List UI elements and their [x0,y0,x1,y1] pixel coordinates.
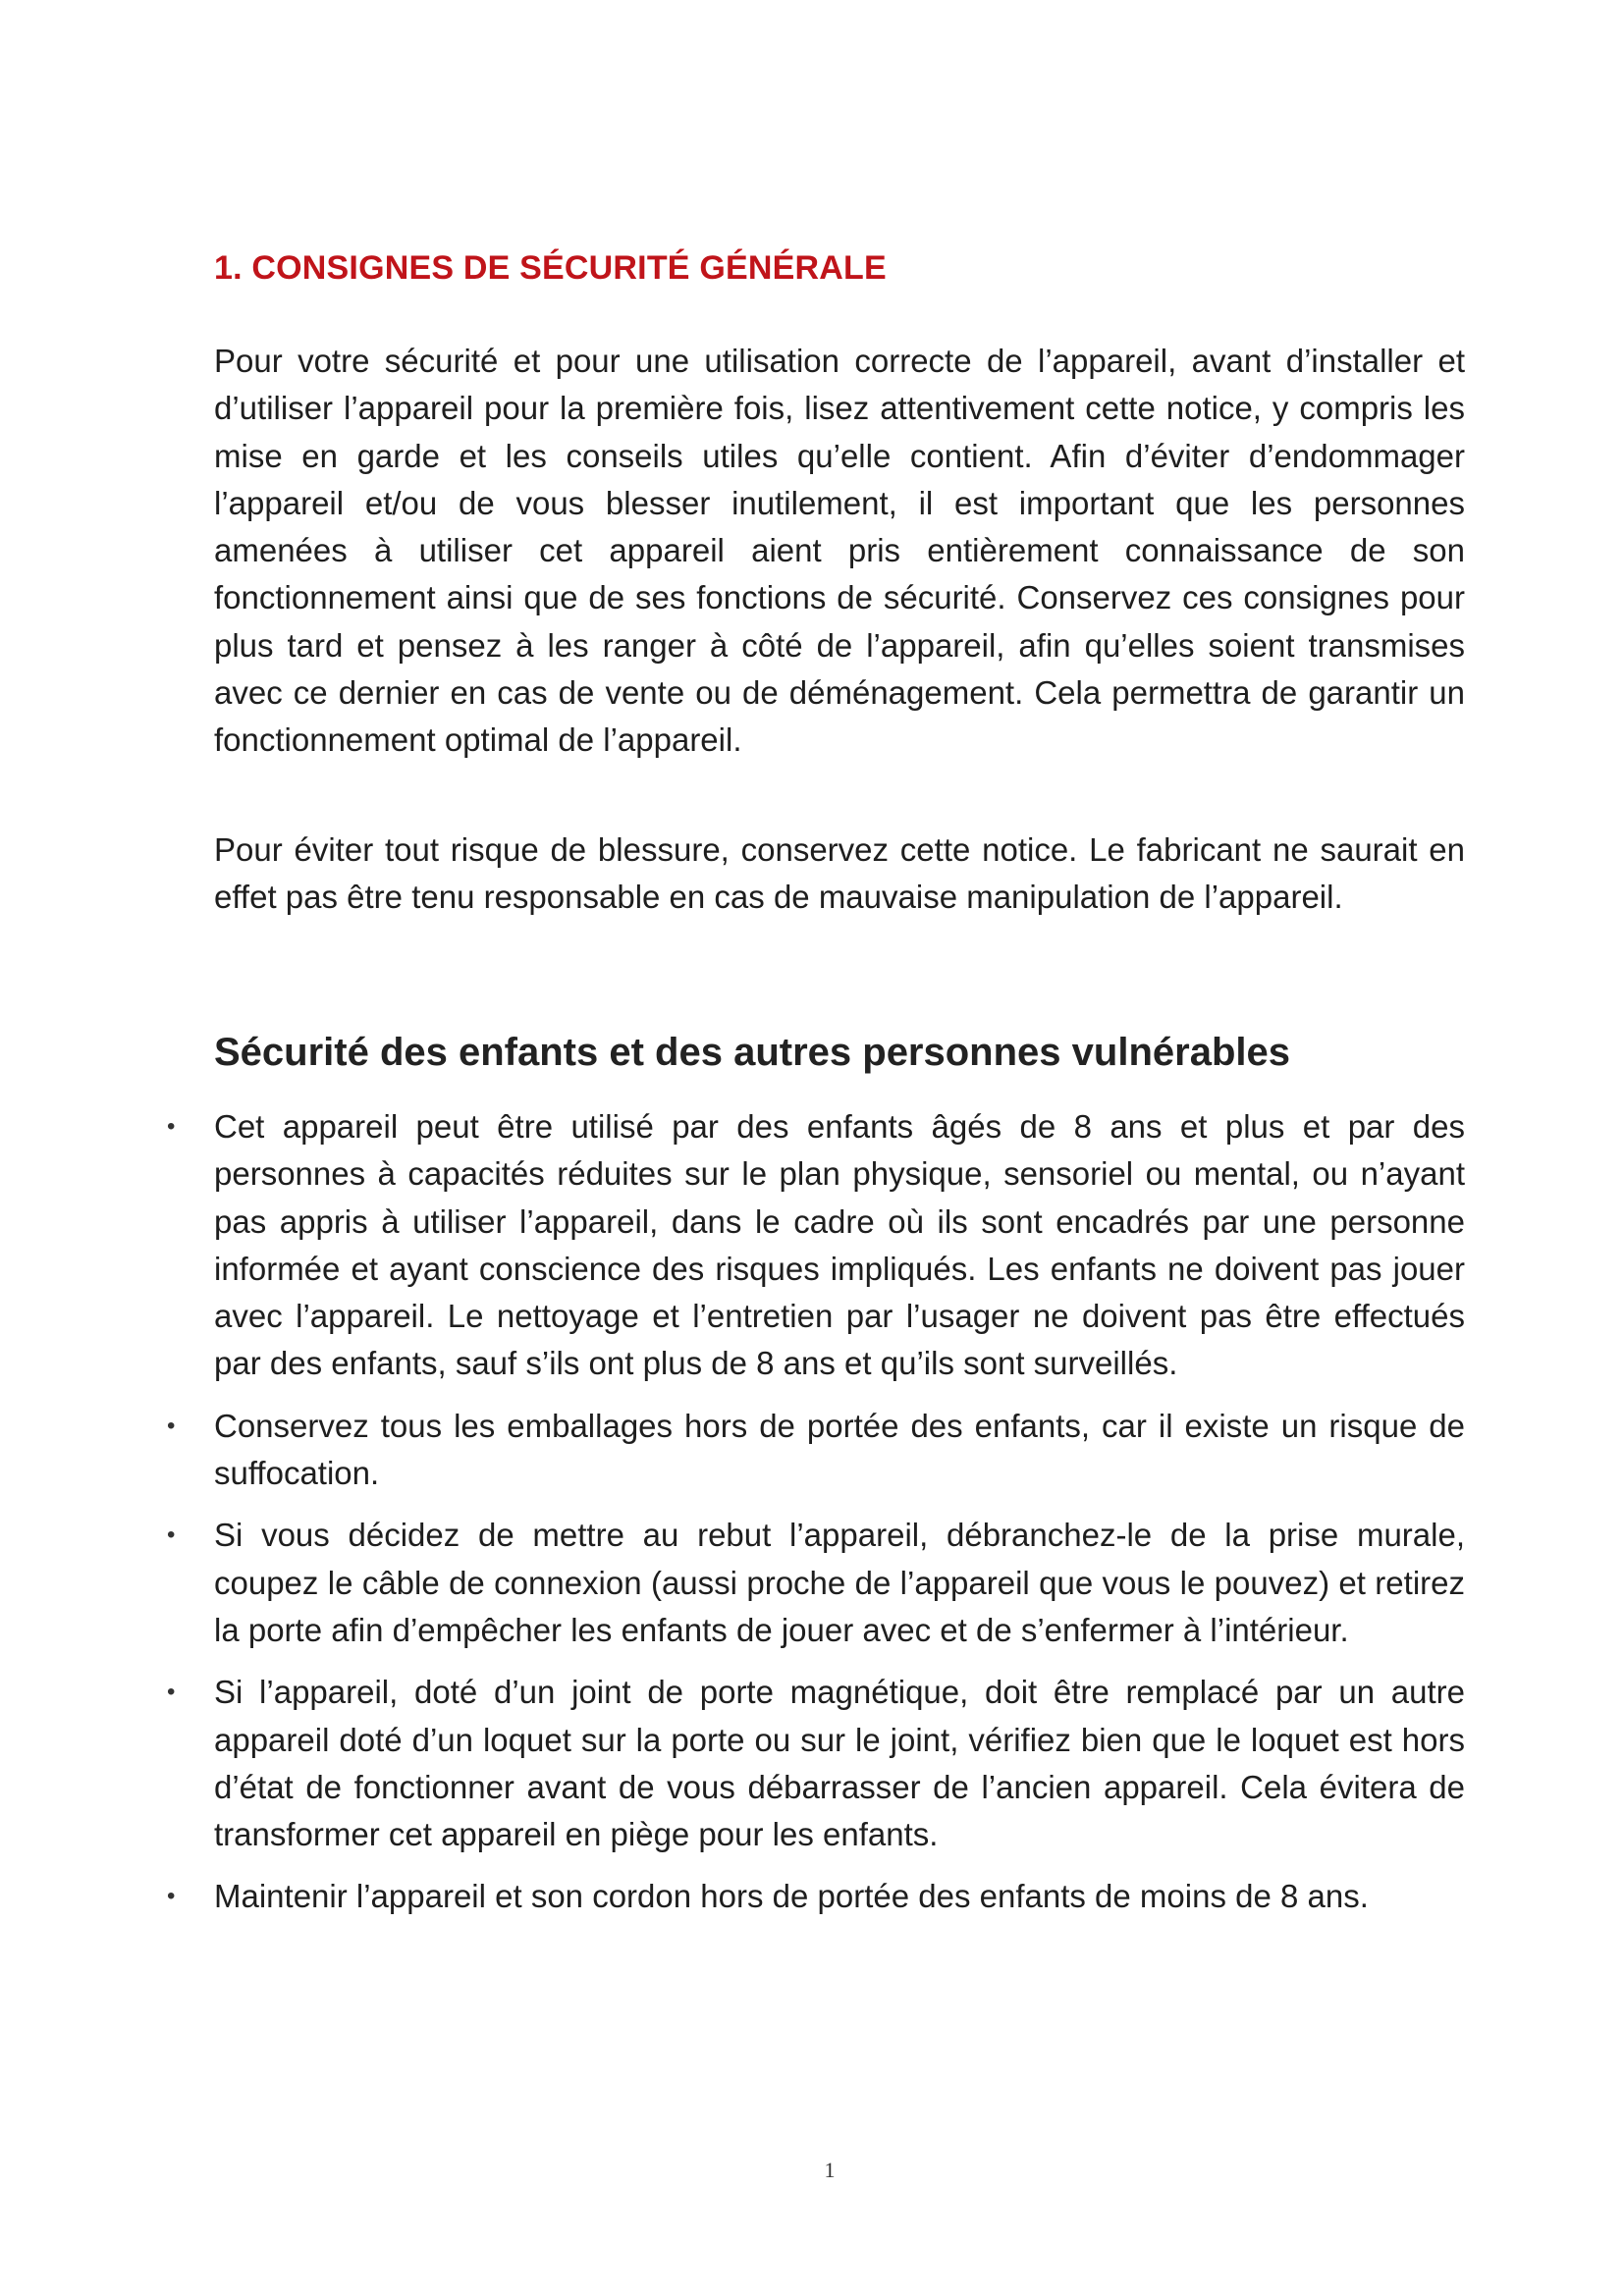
list-item [0,1873,1465,1920]
safety-bullet-list [0,1103,1624,1936]
intro-paragraph: Pour votre sécurité et pour une utilisation correcte de l’appareil, avant d’installer et d’utiliser l’appareil pour la première fois, lisez attentivement cette notice, y compris les mise en garde et les conseils utiles qu’elle contient. Afin d’éviter d’endommager l’appareil et/ou de vous blesser inutilement, il est important que les personnes amenées à utiliser cet appareil aient pris entièrement connaissance de son fonctionnement ainsi que de ses fonctions de sécurité. Conservez ces consignes pour plus tard et pensez à les ranger à côté de l’appareil, afin qu’elles soient transmises avec ce dernier en cas de vente ou de déménagement. Cela permettra de garantir un fonctionnement optimal de l’appareil. [214,343,1465,759]
page-number: 1 [824,2158,836,2182]
list-item-text: Si vous décidez de mettre au rebut l’appareil, débranchez-le de la prise murale, coupez le câble de connexion (aussi proche de l’appareil que vous le pouvez) et retirez la porte afin d’empêcher les enfants de jouer avec et de s’enfermer à l’intérieur. [214,1517,1465,1648]
section-title: 1. CONSIGNES DE SÉCURITÉ GÉNÉRALE [214,249,887,287]
list-item-text: Conservez tous les emballages hors de portée des enfants, car il existe un risque de suffocation. [214,1407,1465,1492]
list-item-text: Cet appareil peut être utilisé par des enfants âgés de 8 ans et plus et par des personnes à capacités réduites sur le plan physique, sensoriel ou mental, ou n’ayant pas appris à utiliser l’appareil, dans le cadre où ils sont encadrés par une personne informée et ayant conscience des risques impliqués. Les enfants ne doivent pas jouer avec l’appareil. Le nettoyage et l’entretien par l’usager ne doivent pas être effectués par des enfants, sauf s’ils ont plus de 8 ans et qu’ils sont surveillés. [214,1108,1465,1382]
bullet-icon: • [167,1412,176,1439]
bullet-icon: • [167,1113,176,1140]
bullet-icon: • [167,1679,176,1706]
bullet-icon: • [167,1883,176,1910]
liability-paragraph: Pour éviter tout risque de blessure, conservez cette notice. Le fabricant ne saurait en effet pas être tenu responsable en cas de mauvaise manipulation de l’appareil. [214,831,1465,916]
list-item [0,1103,1465,1388]
list-item [0,1403,1465,1498]
list-item-text: Maintenir l’appareil et son cordon hors de portée des enfants de moins de 8 ans. [214,1878,1369,1915]
subsection-title: Sécurité des enfants et des autres personnes vulnérables [214,1031,1290,1074]
list-item [0,1512,1465,1654]
bullet-icon: • [167,1522,176,1549]
list-item [0,1669,1465,1858]
list-item-text: Si l’appareil, doté d’un joint de porte magnétique, doit être remplacé par un autre appareil doté d’un loquet sur la porte ou sur le joint, vérifiez bien que le loquet est hors d’état de fonctionner avant de vous débarrasser de l’ancien appareil. Cela évitera de transformer cet appareil en piège pour les enfants. [214,1674,1465,1853]
